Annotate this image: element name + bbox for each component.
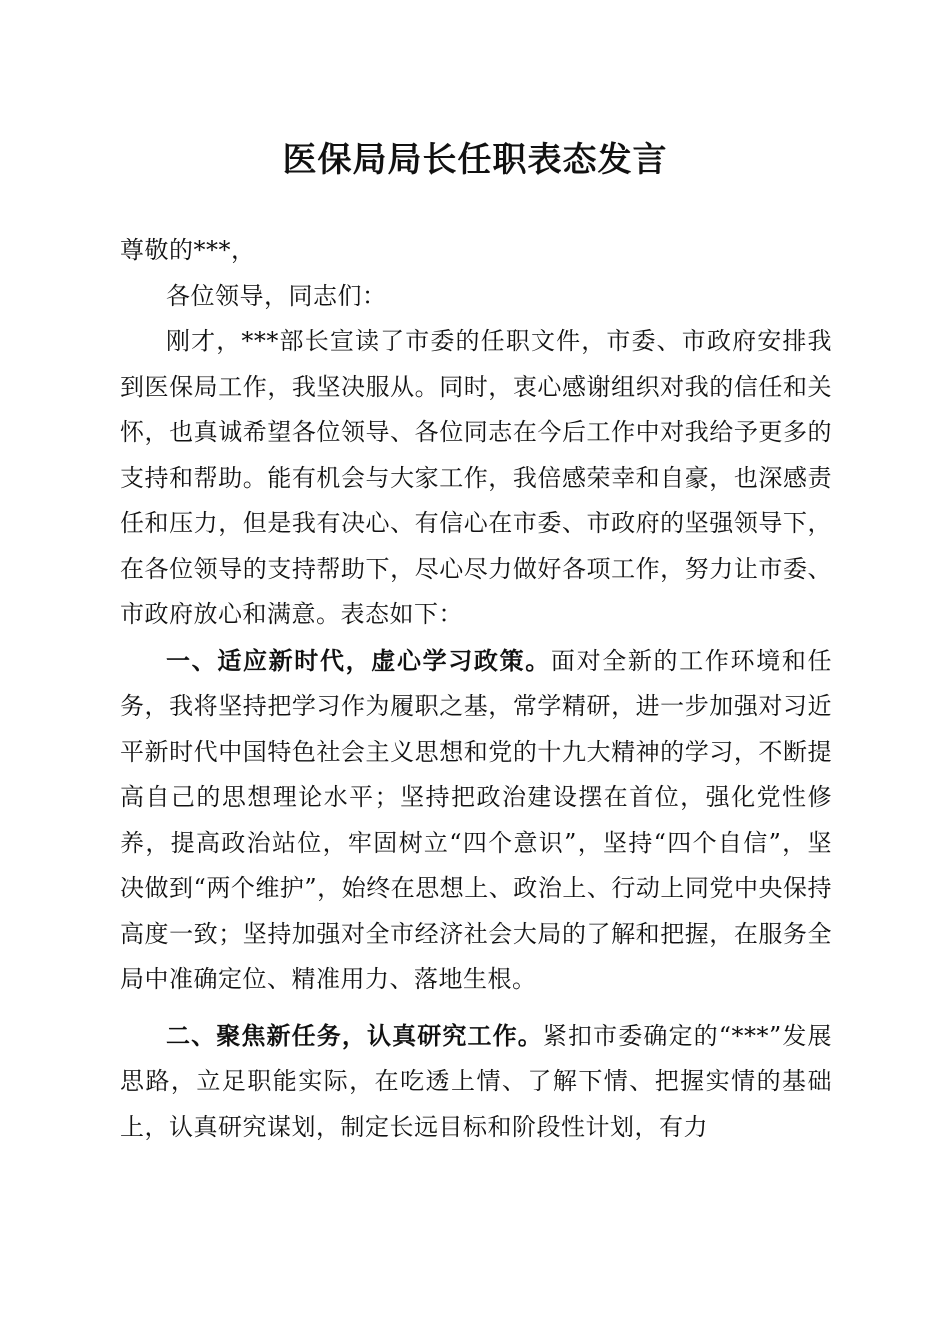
intro-paragraph: 刚才，***部长宣读了市委的任职文件，市委、市政府安排我到医保局工作，我坚决服从。同时，衷心感谢组织对我的信任和关怀，也真诚希望各位领导、各位同志在今后工作中对我给予更多的支持和帮助。能有机会与大家工作，我倍感荣幸和自豪，也深感责任和压力，但是我有决心、有信心在市委、市政府的坚强领导下，在各位领导的支持帮助下，尽心尽力做好各项工作，努力让市委、市政府放心和满意。表态如下： — [120, 327, 832, 628]
document-title: 医保局局长任职表态发言 — [282, 140, 668, 180]
section-heading-2: 二、聚焦新任务，认真研究工作。 — [166, 1020, 543, 1050]
section-heading-1: 一、适应新时代，虚心学习政策。 — [166, 645, 551, 675]
section-text-2: 紧扣市委确定的“***”发展思路，立足职能实际，在吃透上情、了解下情、把握实情的基础上，认真研究谋划，制定长远目标和阶段性计划，有力 — [120, 1021, 833, 1141]
section-paragraph-1 — [120, 638, 832, 1003]
section-paragraph-2 — [120, 1013, 832, 1151]
greeting: 各位领导，同志们： — [166, 281, 387, 310]
salutation: 尊敬的***， — [120, 236, 256, 264]
document-body — [120, 228, 832, 1150]
section-text-1: 面对全新的工作环境和任务，我将坚持把学习作为履职之基，常学精研，进一步加强对习近平新时代中国特色社会主义思想和党的十九大精神的学习，不断提高自己的思想理论水平；坚持把政治建设摆在首位，强化党性修养，提高政治站位，牢固树立“四个意识”，坚持“四个自信”，坚决做到“两个维护”，始终在思想上、政治上、行动上同党中央保持高度一致；坚持加强对全市经济社会大局的了解和把握，在服务全局中准确定位、精准用力、落地生根。 — [120, 646, 833, 993]
